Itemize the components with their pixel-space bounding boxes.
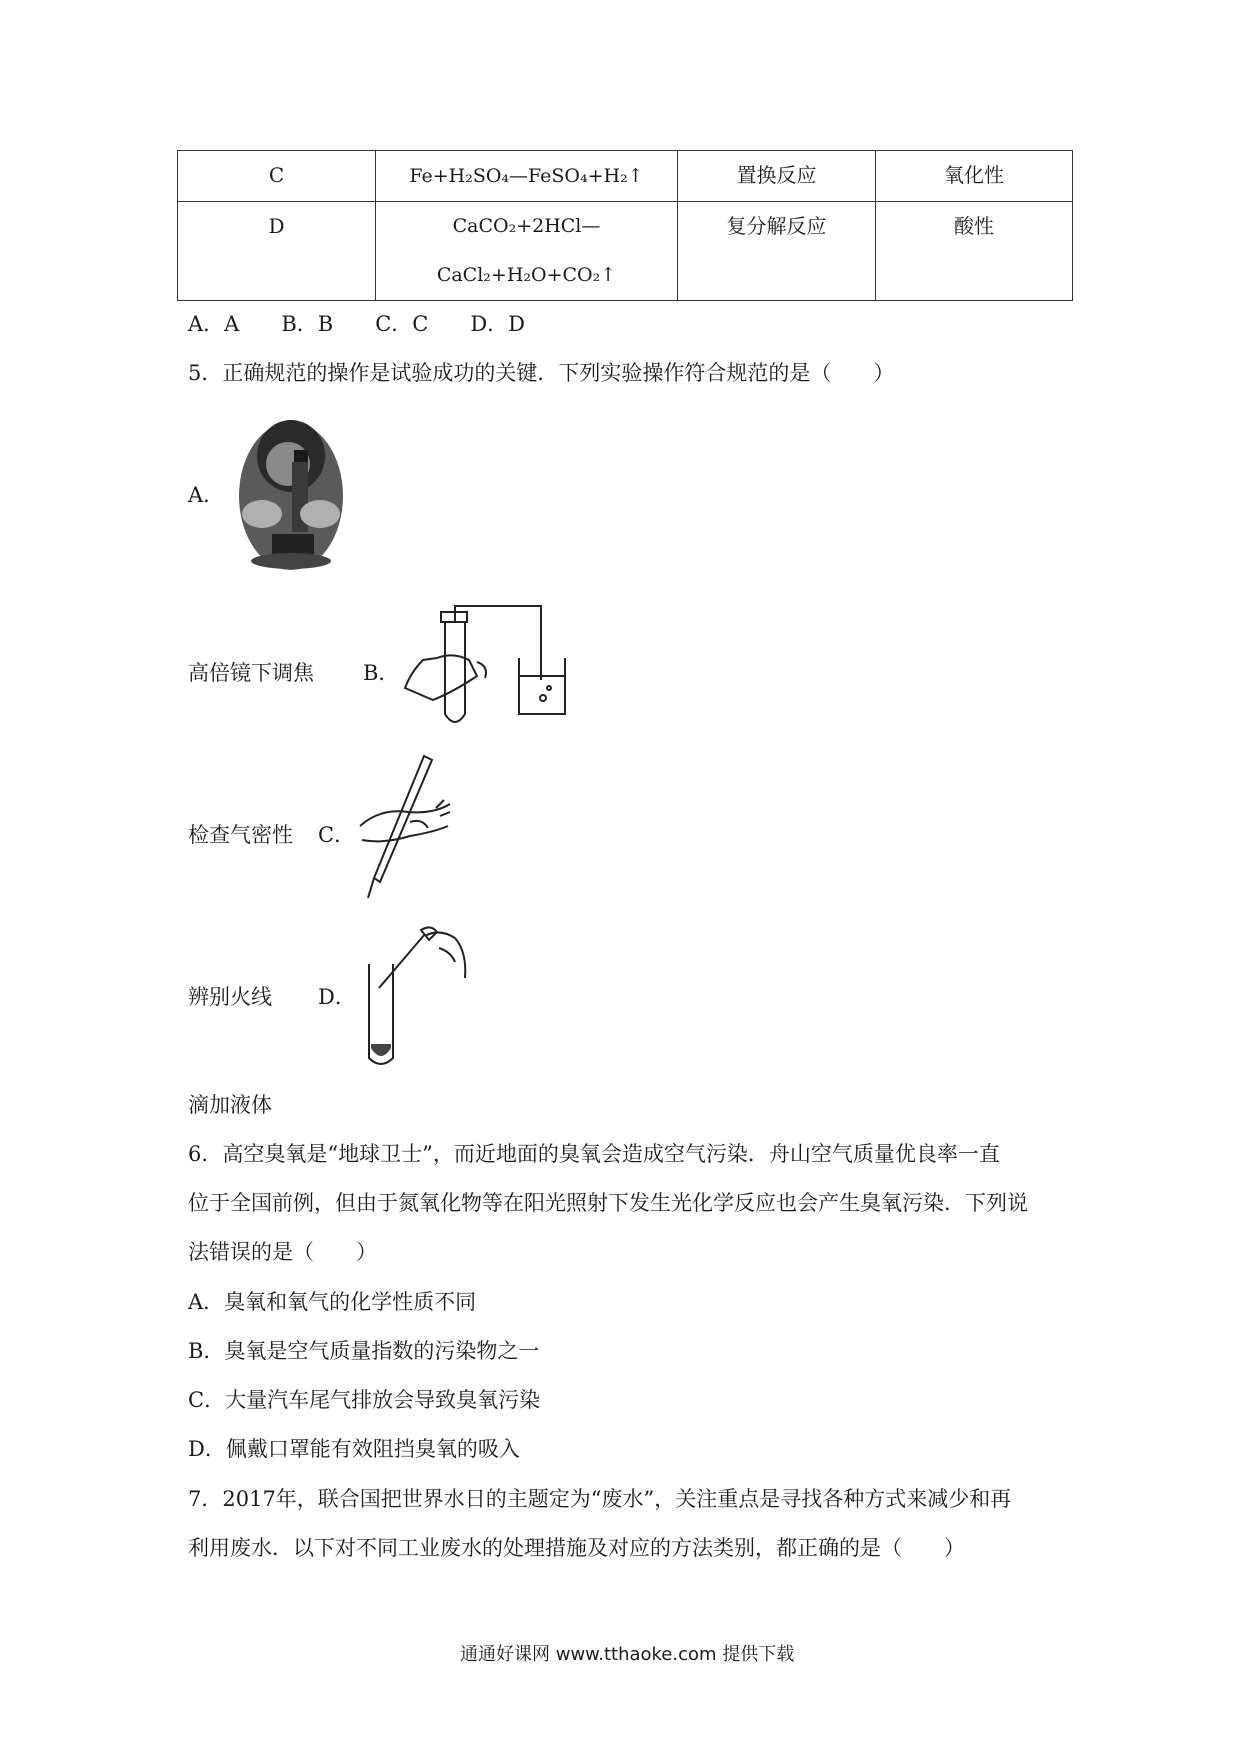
table-row	[178, 202, 1073, 301]
q6-option-b: B．臭氧是空气质量指数的污染物之一	[188, 1339, 540, 1363]
q7-stem-line-1: 7．2017年，联合国把世界水日的主题定为“废水”，关注重点是寻找各种方式来减少和再	[188, 1487, 1012, 1511]
q5-option-c-label: C．	[318, 823, 356, 847]
q5-option-d-caption: 滴加液体	[188, 1093, 272, 1117]
q4-options: A．A B．B C．C D．D	[188, 312, 526, 336]
q5-stem: 5．正确规范的操作是试验成功的关键．下列实验操作符合规范的是（ ）	[188, 361, 895, 385]
q5-option-c-caption: 辨别火线	[188, 985, 272, 1009]
equation-cell	[376, 202, 678, 301]
property-cell: 氧化性	[876, 151, 1073, 202]
microscope-photo	[232, 406, 350, 574]
q6-stem-line-1: 6．高空臭氧是“地球卫士”，而近地面的臭氧会造成空气污染．舟山空气质量优良率一直	[188, 1142, 1000, 1166]
q5-option-d-label: D．	[318, 985, 356, 1009]
test-pencil-diagram	[350, 752, 460, 902]
q6-option-d: D．佩戴口罩能有效阻挡臭氧的吸入	[188, 1437, 520, 1461]
q5-option-b-label: B．	[363, 661, 400, 685]
equation-line: CaCl₂+H₂O+CO₂↑	[436, 264, 617, 286]
dropper-diagram	[355, 918, 475, 1068]
option-cell: C	[178, 151, 376, 202]
equation-line: Fe+H₂SO₄—FeSO₄+H₂↑	[409, 165, 644, 187]
property-cell: 酸性	[876, 202, 1073, 301]
footer-source: 通通好课网 www.tthaoke.com 提供下载	[460, 1644, 795, 1665]
q6-stem-line-2: 位于全国前例，但由于氮氧化物等在阳光照射下发生光化学反应也会产生臭氧污染．下列说	[188, 1191, 1028, 1215]
option-cell: D	[178, 202, 376, 301]
q7-stem-line-2: 利用废水．以下对不同工业废水的处理措施及对应的方法类别，都正确的是（ ）	[188, 1536, 965, 1560]
q6-option-c: C．大量汽车尾气排放会导致臭氧污染	[188, 1388, 541, 1412]
q5-option-a-caption: 高倍镜下调焦	[188, 661, 314, 685]
equation-line: CaCO₂+2HCl—	[452, 215, 601, 237]
reaction-table	[177, 150, 1073, 301]
q5-option-b-caption: 检查气密性	[188, 823, 293, 847]
q6-option-a: A．臭氧和氧气的化学性质不同	[188, 1290, 477, 1314]
q6-stem-line-3: 法错误的是（ ）	[188, 1240, 377, 1264]
airtight-check-diagram	[393, 602, 583, 734]
reaction-type-cell: 置换反应	[678, 151, 876, 202]
equation-cell	[376, 151, 678, 202]
reaction-type-cell: 复分解反应	[678, 202, 876, 301]
table-row	[178, 151, 1073, 202]
q5-option-a-label: A．	[188, 483, 225, 507]
